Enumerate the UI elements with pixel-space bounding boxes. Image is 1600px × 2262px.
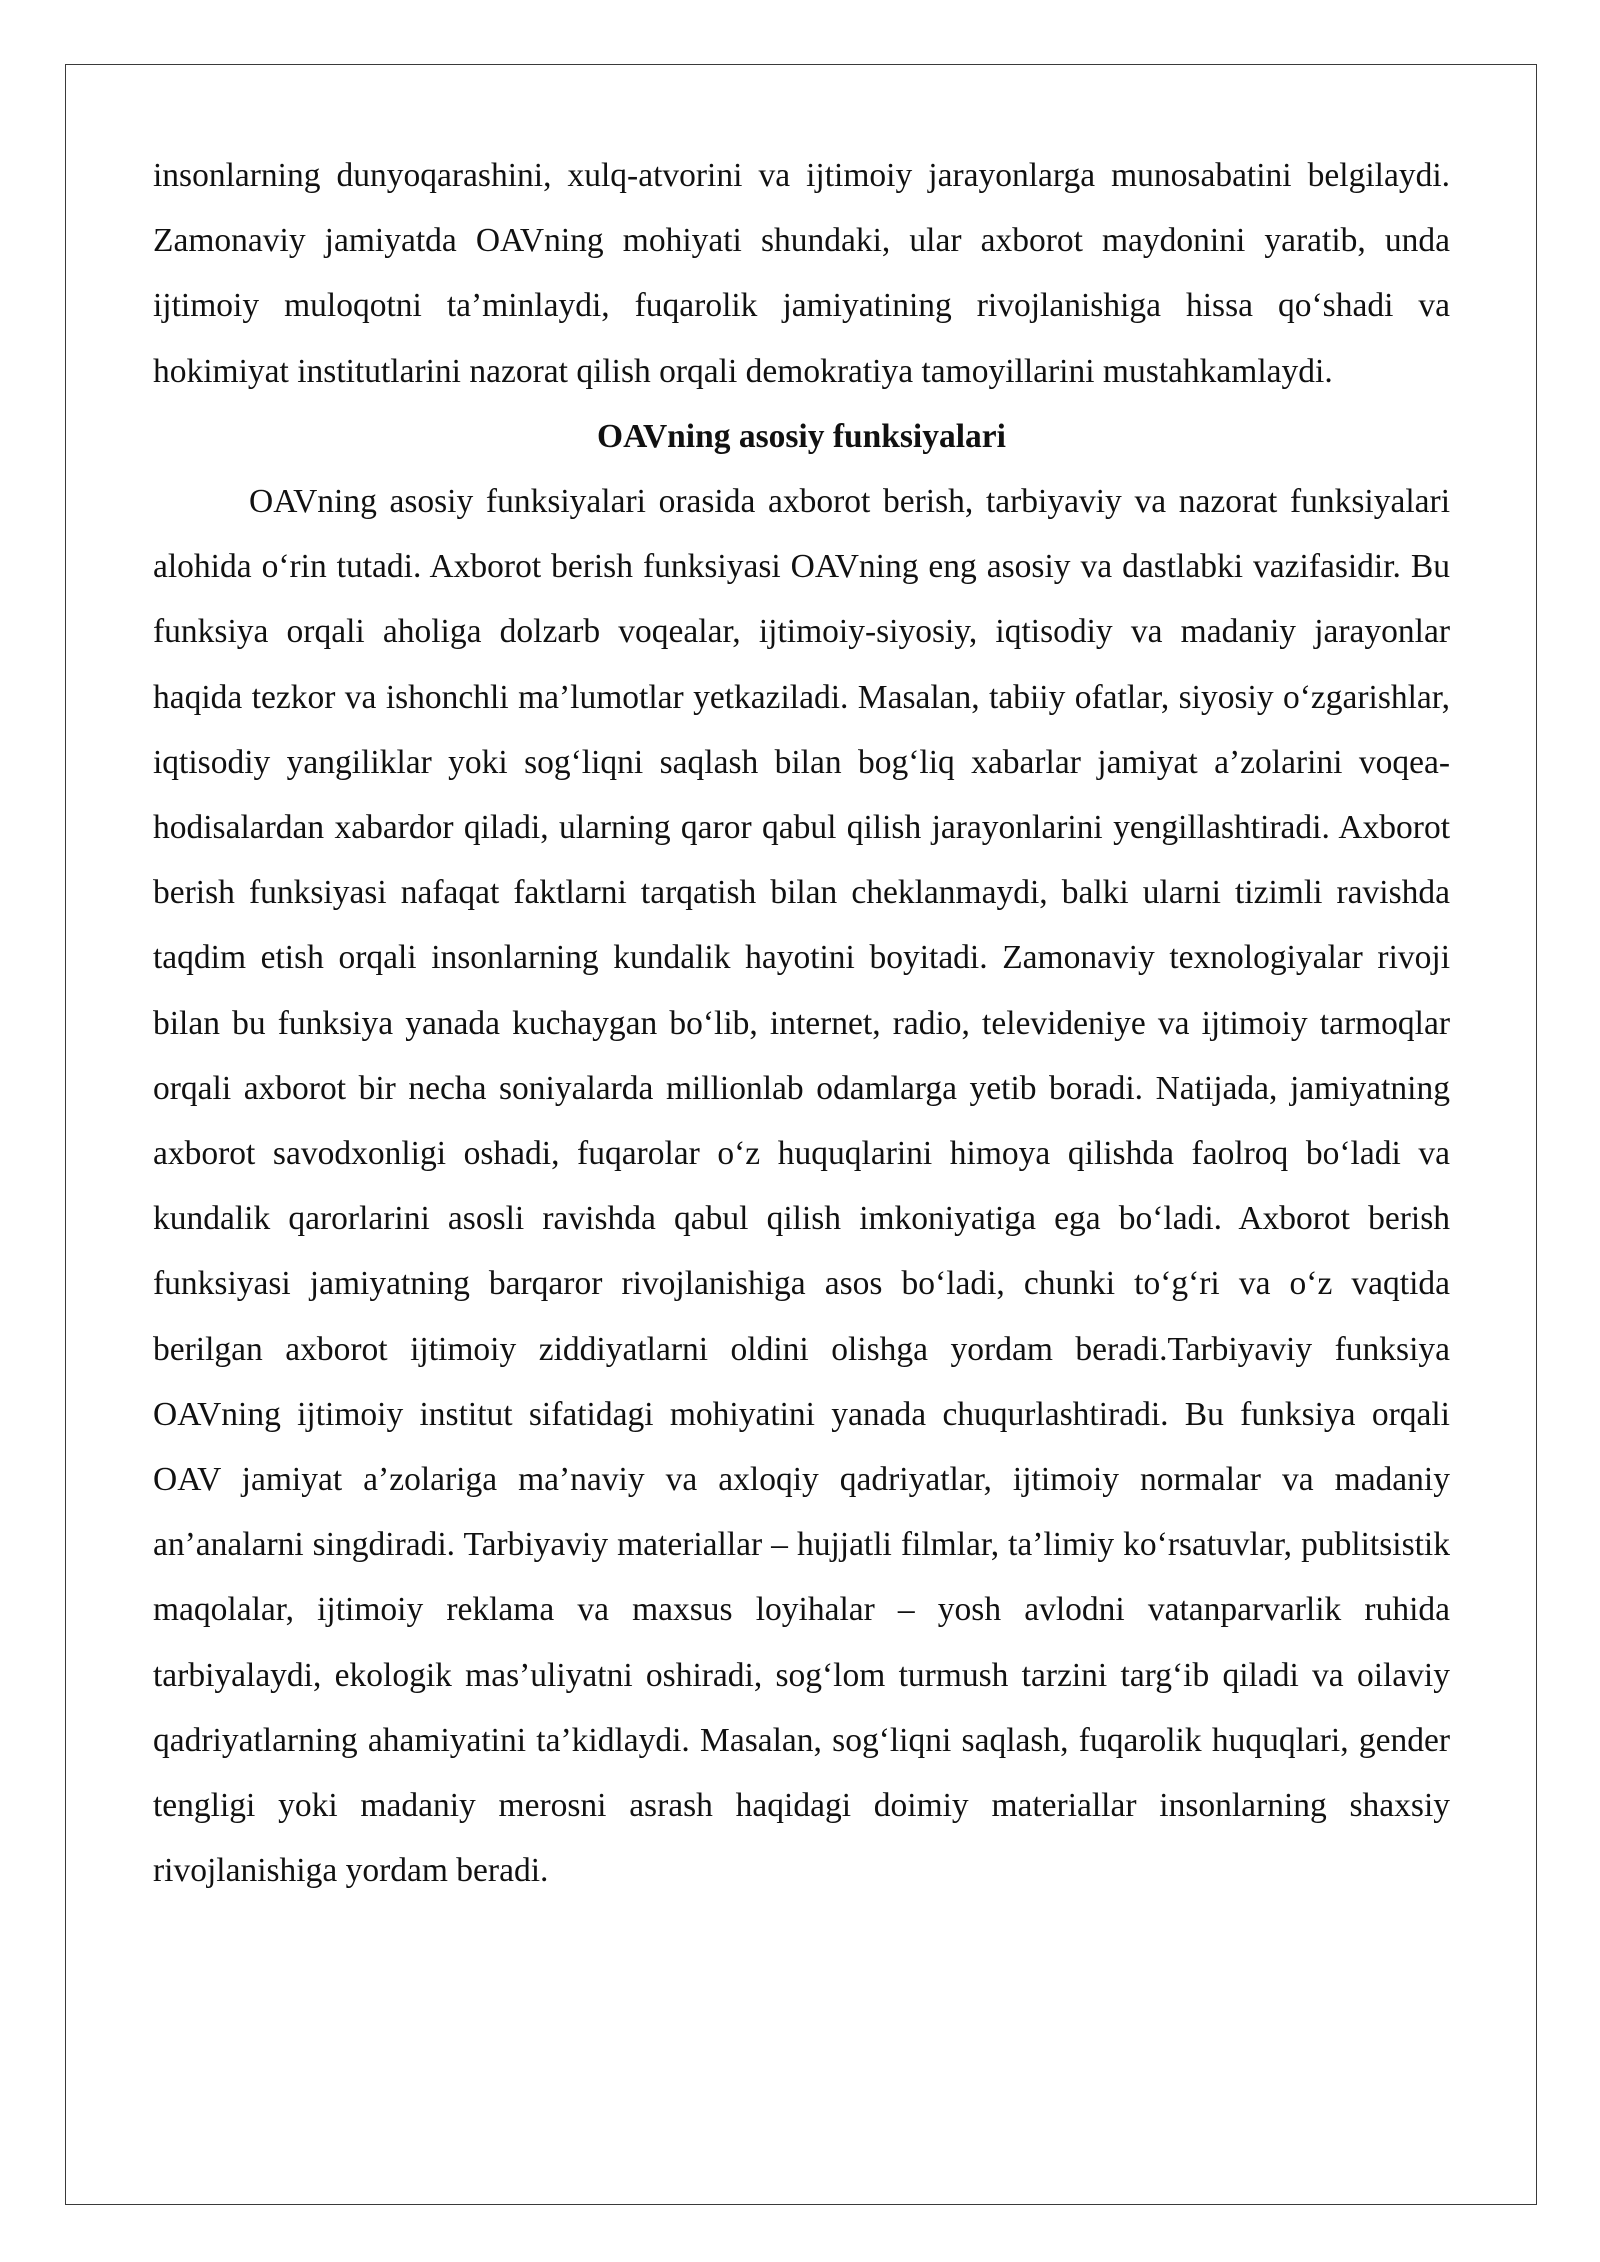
intro-paragraph: insonlarning dunyoqarashini, xulq-atvorini va ijtimoiy jarayonlarga munosabatini belgilaydi. Zamonaviy jamiyatda OAVning mohiyati shundaki, ular axborot maydonini yaratib, unda ijtimoiy muloqotni ta’minlaydi, fuqarolik jamiyatining rivojlanishiga hissa qo‘shadi va hokimiyat institutlarini nazorat qilish orqali demokratiya tamoyillarini mustahkamlaydi.: [153, 157, 1450, 390]
main-paragraph: OAVning asosiy funksiyalari orasida axborot berish, tarbiyaviy va nazorat funksiyalari alohida o‘rin tutadi. Axborot berish funksiyasi OAVning eng asosiy va dastlabki vazifasidir. Bu funksiya orqali aholiga dolzarb voqealar, ijtimoiy-siyosiy, iqtisodiy va madaniy jarayonlar haqida tezkor va ishonchli ma’lumotlar yetkaziladi. Masalan, tabiiy ofatlar, siyosiy o‘zgarishlar, iqtisodiy yangiliklar yoki sog‘liqni saqlash bilan bog‘liq xabarlar jamiyat a’zolarini voqea-hodisalardan xabardor qiladi, ularning qaror qabul qilish jarayonlarini yengillashtiradi. Axborot berish funksiyasi nafaqat faktlarni tarqatish bilan cheklanmaydi, balki ularni tizimli ravishda taqdim etish orqali insonlarning kundalik hayotini boyitadi. Zamonaviy texnologiyalar rivoji bilan bu funksiya yanada kuchaygan bo‘lib, internet, radio, televideniye va ijtimoiy tarmoqlar orqali axborot bir necha soniyalarda millionlab odamlarga yetib boradi. Natijada, jamiyatning axborot savodxonligi oshadi, fuqarolar o‘z huquqlarini himoya qilishda faolroq bo‘ladi va kundalik qarorlarini asosli ravishda qabul qilish imkoniyatiga ega bo‘ladi. Axborot berish funksiyasi jamiyatning barqaror rivojlanishiga asos bo‘ladi, chunki to‘g‘ri va o‘z vaqtida berilgan axborot ijtimoiy ziddiyatlarni oldini olishga yordam beradi.Tarbiyaviy funksiya OAVning ijtimoiy institut sifatidagi mohiyatini yanada chuqurlashtiradi. Bu funksiya orqali OAV jamiyat a’zolariga ma’naviy va axloqiy qadriyatlar, ijtimoiy normalar va madaniy an’analarni singdiradi. Tarbiyaviy materiallar – hujjatli filmlar, ta’limiy ko‘rsatuvlar, publitsistik maqolalar, ijtimoiy reklama va maxsus loyihalar – yosh avlodni vatanparvarlik ruhida tarbiyalaydi, ekologik mas’uliyatni oshiradi, sog‘lom turmush tarzini targ‘ib qiladi va oilaviy qadriyatlarning ahamiyatini ta’kidlaydi. Masalan, sog‘liqni saqlash, fuqarolik huquqlari, gender tengligi yoki madaniy merosni asrash haqidagi doimiy materiallar insonlarning shaxsiy rivojlanishiga yordam beradi.: [153, 483, 1450, 1890]
document-body: [153, 143, 1450, 1903]
section-heading: OAVning asosiy funksiyalari: [597, 417, 1006, 455]
